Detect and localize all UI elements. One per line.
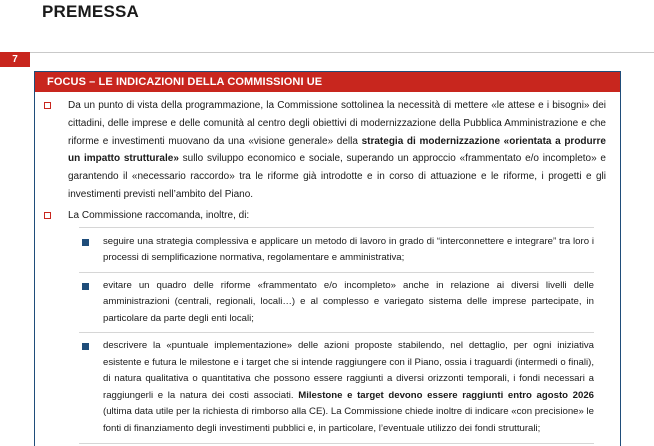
paragraph-raccomanda xyxy=(68,207,606,225)
sub3-bold: Milestone e target devono essere raggiunti entro agosto 2026 xyxy=(298,389,594,401)
header-divider xyxy=(30,52,654,53)
sub1-text: seguire una strategia complessiva e applicare un metodo di lavoro in grado di “interconnettere e integrare” tra loro i processi di semplificazione normativa, regolamentare e amministrativa; xyxy=(103,235,594,264)
square-bullet-icon xyxy=(44,212,51,219)
focus-box xyxy=(34,71,621,446)
sub2-text: evitare un quadro delle riforme «frammentato e/o incompleto» anche in relazione ai diversi livelli delle amministrazioni (centrali, regionali, locali…) e al complesso e variegato sistema delle imprese partecipate, in particolare da parte degli enti locali; xyxy=(103,279,594,324)
square-bullet-icon xyxy=(44,102,51,109)
focus-content xyxy=(35,94,620,444)
filled-square-bullet-icon xyxy=(82,283,89,290)
focus-header: FOCUS – LE INDICAZIONI DELLA COMMISSIONI UE xyxy=(35,72,620,92)
sub3-text-b: (ultima data utile per la richiesta di rimborso alla CE). La Commissione chiede inoltre di indicare «con precisione» le fonti di finanziamento degli investimenti pubblici e, in particolare, l’eventuale utilizzo dei fondi strutturali; xyxy=(103,406,594,434)
filled-square-bullet-icon xyxy=(82,343,89,350)
paragraph-programmazione xyxy=(68,97,606,204)
list-item xyxy=(79,232,594,269)
list-item xyxy=(79,272,594,330)
para2-text: La Commissione raccomanda, inoltre, di: xyxy=(68,209,250,221)
para1-bold: strategia di modernizzazione «orientata a produrre un impatto strutturale» xyxy=(68,135,606,165)
recommendations-list xyxy=(79,227,594,445)
page-title: PREMESSA xyxy=(42,2,140,21)
sub3-text-a: descrivere la «puntuale implementazione» delle azioni proposte stabilendo, nel dettaglio, per ogni iniziativa esistente e futura le milestone e i target che si intende raggiungere con il Piano, ossia i traguardi (intermedi o finali), di natura qualitativa o quantitativa che possono essere raggiunti a diversi orizzonti temporali, i fondi necessari a raggiungerli e la natura dei costi associati. xyxy=(103,340,594,401)
para1-text-a: Da un punto di vista della programmazione, la Commissione sottolinea la necessità di mettere «le attese e i bisogni» dei cittadini, delle imprese e delle comunità al centro degli obiettivi di modernizzazione della Pubblica Amministrazione e che riforme e investimenti muovano da una «visione generale» della xyxy=(68,100,606,147)
list-item xyxy=(79,332,594,439)
para1-text-b: sullo sviluppo economico e sociale, superando un approccio «frammentato e/o incompleto» e garantendo il «necessario raccordo» tra le riforme già introdotte e in corso di attuazione e le riforme, i progetti e gli investimenti previsti nell’ambito del Piano. xyxy=(68,153,606,200)
page-number-badge: 7 xyxy=(0,52,30,67)
filled-square-bullet-icon xyxy=(82,239,89,246)
